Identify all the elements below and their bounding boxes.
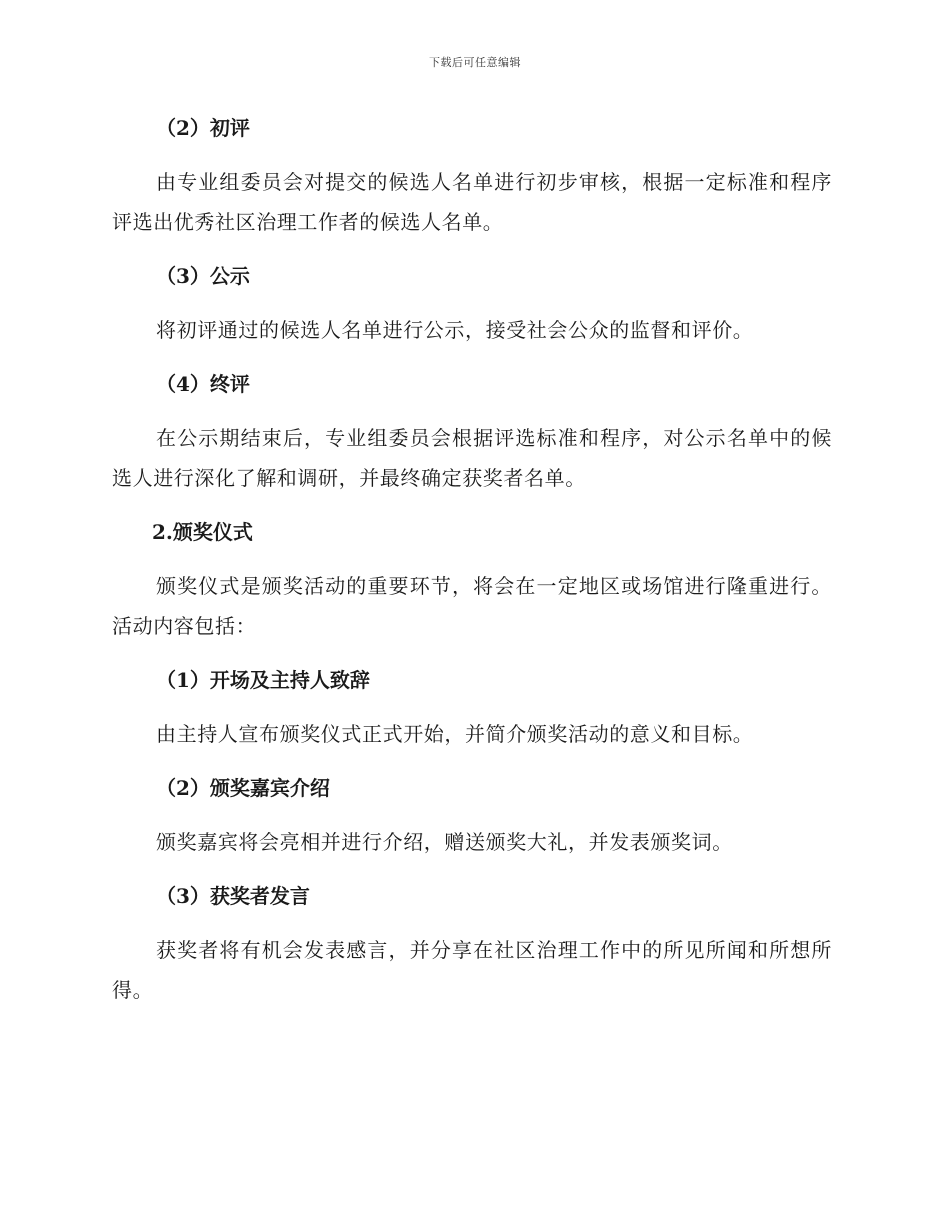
document-body [112,108,832,1024]
paragraph-guest-introduction: 颁奖嘉宾将会亮相并进行介绍，赠送颁奖大礼，并发表颁奖词。 [156,830,733,854]
section-heading-publicity: （3）公示 [156,264,250,288]
page-header: 下载后可任意编辑 [429,56,521,69]
section-heading-opening: （1）开场及主持人致辞 [156,668,370,692]
section-heading-winner-speech: （3）获奖者发言 [156,884,310,908]
paragraph-opening: 由主持人宣布颁奖仪式正式开始，并简介颁奖活动的意义和目标。 [156,722,754,746]
paragraph-publicity: 将初评通过的候选人名单进行公示，接受社会公众的监督和评价。 [156,318,754,342]
paragraph-award-ceremony: 颁奖仪式是颁奖活动的重要环节，将会在一定地区或场馆进行隆重进行。活动内容包括： [112,574,832,638]
paragraph-final-review: 在公示期结束后，专业组委员会根据评选标准和程序，对公示名单中的候选人进行深化了解和调研，并最终确定获奖者名单。 [112,426,832,490]
section-heading-preliminary-review: （2）初评 [156,116,250,140]
section-heading-guest-introduction: （2）颁奖嘉宾介绍 [156,776,330,800]
paragraph-winner-speech: 获奖者将有机会发表感言，并分享在社区治理工作中的所见所闻和所想所得。 [112,938,832,1002]
paragraph-preliminary-review: 由专业组委员会对提交的候选人名单进行初步审核，根据一定标准和程序评选出优秀社区治理工作者的候选人名单。 [112,170,832,234]
section-heading-final-review: （4）终评 [156,372,250,396]
section-heading-award-ceremony: 2.颁奖仪式 [152,520,253,544]
